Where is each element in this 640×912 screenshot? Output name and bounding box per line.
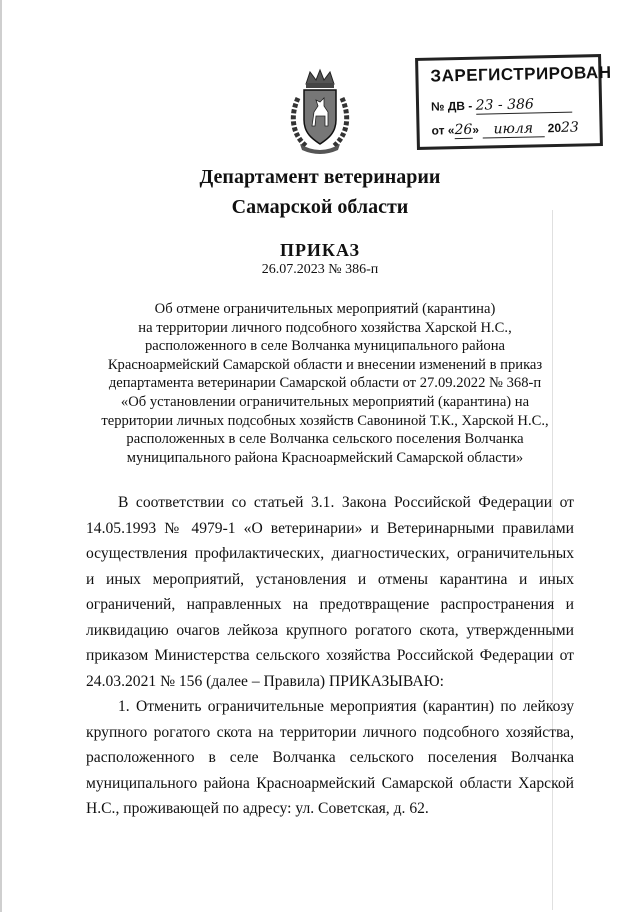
stamp-date-month: июля: [482, 120, 544, 138]
scan-edge-mark: [0, 0, 2, 912]
stamp-title: ЗАРЕГИСТРИРОВАН: [430, 62, 612, 86]
order-subject: [80, 300, 570, 467]
preamble-paragraph: В соответствии со статьей 3.1. Закона Российской Федерации от 14.05.1993 № 4979-1 «О ветеринарии» и Ветеринарными правилами осуществления профилактических, диагностических, ограничительных и иных мероприятий, установления и отмены карантина и иных ограничений, направленных на предотвращение распространения и ликвидацию очагов лейкоза крупного рогатого скота, утвержденными приказом Министерства сельского хозяйства Российской Федерации от 24.03.2021 № 156 (далее – Правила) ПРИКАЗЫВАЮ:: [86, 494, 574, 690]
department-region: Самарской области: [231, 196, 409, 218]
subject-line: расположенного в селе Волчанка муниципального района: [144, 338, 506, 355]
subject-line: расположенных в селе Волчанка сельского поселения Волчанка: [126, 431, 524, 448]
registration-stamp: [415, 54, 612, 150]
stamp-date-mid: »: [472, 122, 480, 137]
stamp-date-day: 26: [454, 121, 473, 139]
subject-line: департамента ветеринарии Самарской области от 27.09.2022 № 368-п: [108, 375, 542, 392]
stamp-number-value: 23 - 386: [476, 96, 572, 115]
department-name: Департамент ветеринарии: [199, 166, 441, 188]
stamp-number-label: № ДВ -: [430, 98, 473, 114]
item-1-paragraph: 1. Отменить ограничительные мероприятия (карантин) по лейкозу крупного рогатого скота на территории личного подсобного хозяйства, расположенного в селе Волчанка сельского поселения Волчанка муниципального района Красноармейский Самарской области Харской Н.С., проживающей по адресу: ул. Советская, д. 62.: [86, 698, 574, 817]
subject-line: Красноармейский Самарской области и внесении изменений в приказ: [107, 356, 543, 373]
order-title: ПРИКАЗ: [279, 240, 361, 260]
subject-line: «Об установлении ограничительных мероприятий (карантина) на: [120, 393, 530, 410]
coat-of-arms-icon: [286, 68, 354, 154]
subject-line: муниципального района Красноармейский Самарской области»: [126, 449, 524, 466]
stamp-date-year-prefix: 20: [547, 120, 562, 136]
order-date-number: 26.07.2023 № 386-п: [261, 262, 379, 277]
subject-line: Об отмене ограничительных мероприятий (карантина): [154, 301, 496, 317]
stamp-date-year-suffix: 23: [560, 119, 580, 136]
subject-line: на территории личного подсобного хозяйства Харской Н.С.,: [138, 319, 512, 336]
subject-line: территории личных подсобных хозяйств Савониной Т.К., Харской Н.С.,: [101, 412, 549, 429]
order-body: [86, 490, 574, 822]
stamp-date-line: [431, 120, 579, 140]
stamp-date-from: от «: [431, 123, 455, 138]
stamp-number-line: [431, 96, 572, 116]
